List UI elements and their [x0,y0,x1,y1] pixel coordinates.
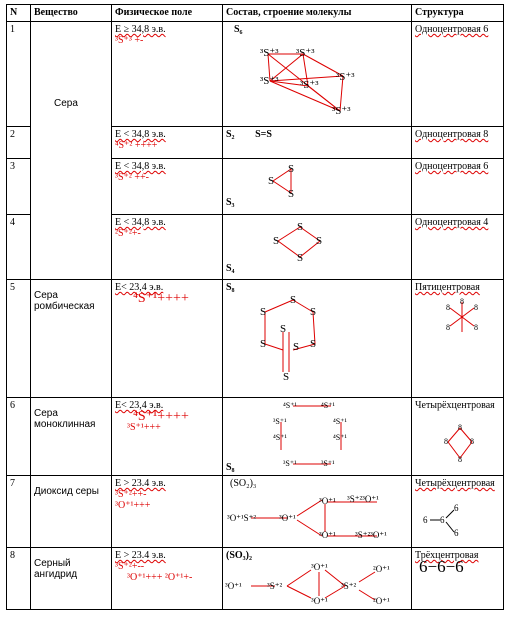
row-number: 3 [7,159,31,215]
substance-name: Серный ангидрид [34,558,78,580]
svg-text:³S⁺¹: ³S⁺¹ [273,417,287,426]
header-composition: Состав, строение молекулы [223,5,412,22]
structure-label: Одноцентровая 6 [415,161,489,172]
svg-text:³O⁺¹S⁺²: ³O⁺¹S⁺² [227,513,257,523]
svg-text:S: S [268,175,275,187]
structure-diagram [420,502,470,538]
svg-text:6: 6 [454,528,459,538]
structure-label: Четырёхцентровая [415,400,495,411]
structure-cell [412,127,504,159]
field-cell [112,159,223,215]
structure-cell [412,280,504,398]
formula: (SO₂)₃ [230,478,257,489]
svg-text:S: S [290,294,297,306]
structure-diagram [442,298,492,338]
svg-text:8: 8 [458,455,462,464]
composition-cell [223,22,412,127]
header-n: N [7,5,31,22]
structure-cell [412,22,504,127]
svg-text:³O⁺¹: ³O⁺¹ [225,581,242,591]
field-energy: E > 23.4 э.в. [115,478,166,489]
formula: S₆ [234,24,243,35]
header-row [7,5,504,22]
structure-chain: 6−6−6 [419,557,464,576]
svg-text:⁴S⁺¹: ⁴S⁺¹ [333,417,347,426]
field-config-2: ³O⁺¹+++ ²O⁺¹+- [127,572,193,583]
formula: S₂ [226,129,235,140]
svg-text:⁴S⁺¹: ⁴S⁺¹ [283,401,297,410]
structure-cell [412,159,504,215]
substance-name: Сера моноклинная [34,408,96,430]
svg-text:S: S [297,252,304,264]
field-config-2: ³O⁺¹+++ [115,500,151,511]
svg-text:8: 8 [446,323,450,332]
field-config: ³S⁺³ +- [115,35,144,46]
svg-text:S: S [283,371,290,383]
svg-text:6: 6 [454,503,459,513]
table-row [7,398,504,476]
row-number: 1 [7,22,31,127]
svg-text:³S⁺²³O⁺¹: ³S⁺²³O⁺¹ [355,530,387,540]
svg-text:³S⁺²³O⁺¹: ³S⁺²³O⁺¹ [347,494,379,504]
field-config: ³S⁺²+-- [115,561,145,572]
svg-text:S: S [280,323,287,335]
field-energy: E < 34,8 э.в. [115,217,166,228]
structure-cell [412,476,504,548]
structure-cell [412,215,504,280]
field-config: ³S⁺²++- [115,489,147,500]
field-energy: E < 34,8 э.в. [115,161,166,172]
table-row [7,476,504,548]
structure-cell [412,398,504,476]
field-cell [112,215,223,280]
formula-extra: S=S [255,129,272,140]
substance-name: Сера ромбическая [34,290,95,312]
svg-text:8: 8 [458,423,462,432]
svg-text:S: S [293,341,300,353]
composition-cell [223,548,412,610]
substance-cell [31,476,112,548]
svg-text:³O⁺¹: ³O⁺¹ [319,496,336,506]
svg-text:8: 8 [474,303,478,312]
svg-text:³S⁺³: ³S⁺³ [296,47,315,59]
substance-name: Сера [54,98,78,109]
field-energy: E< 23,4 э.в. [115,400,164,411]
structure-label: Одноцентровая 6 [415,24,489,35]
field-cell [112,280,223,398]
composition-cell [223,159,412,215]
row-number: 5 [7,280,31,398]
formula: S₄ [226,263,235,274]
substance-name: Диоксид серы [34,486,99,497]
svg-text:6: 6 [423,515,428,525]
row-number: 6 [7,398,31,476]
field-energy: E ≥ 34,8 э.в. [115,24,166,35]
substance-cell [31,22,112,280]
svg-text:³O⁺¹: ³O⁺¹ [311,596,328,606]
s8-rhombic-diagram [253,292,373,387]
svg-text:²O⁺¹: ²O⁺¹ [373,564,390,574]
composition-cell [223,398,412,476]
substance-table [6,4,504,610]
composition-cell [223,476,412,548]
table-row [7,22,504,127]
svg-text:³O⁺¹: ³O⁺¹ [319,530,336,540]
field-config-2: ³S⁺¹+++ [127,422,161,433]
field-energy: E > 23.4 э.в. [115,550,166,561]
field-cell [112,548,223,610]
composition-cell [223,280,412,398]
svg-text:³O⁺¹: ³O⁺¹ [311,562,328,572]
row-number: 2 [7,127,31,159]
structure-label: Одноцентровая 8 [415,129,489,140]
formula: (SO₃)₂ [226,550,252,561]
field-config: ⁴S⁺¹++++ [133,291,189,306]
structure-diagram [440,422,480,466]
svg-text:S: S [288,163,295,175]
composition-cell [223,127,412,159]
svg-text:S: S [297,221,304,233]
formula: S₃ [226,197,235,208]
svg-text:S: S [288,188,295,200]
svg-text:S: S [316,235,323,247]
svg-text:³S⁺³: ³S⁺³ [260,75,279,87]
structure-label: Четырёхцентровая [415,478,495,489]
svg-text:²O⁺¹: ²O⁺¹ [373,596,390,606]
svg-text:³S⁺²: ³S⁺² [267,581,283,591]
field-config: ⁴S⁺² ++++ [115,140,158,151]
svg-text:8: 8 [444,437,448,446]
field-energy: E < 34,8 э.в. [115,129,166,140]
svg-text:³S⁺³: ³S⁺³ [300,79,319,91]
svg-text:⁴S⁺¹: ⁴S⁺¹ [321,401,335,410]
structure-label: Пятицентровая [415,282,480,293]
field-config: ²S⁺²+- [115,228,141,239]
svg-text:S: S [310,338,317,350]
field-config: ⁴S⁺¹++++ [133,409,189,424]
header-structure: Структура [412,5,504,22]
svg-text:³S⁺¹: ³S⁺¹ [283,459,297,468]
svg-text:⁴S⁺¹: ⁴S⁺¹ [333,433,347,442]
svg-text:³S⁺²: ³S⁺² [341,581,357,591]
substance-cell [31,280,112,398]
s4-diagram [268,219,338,265]
field-config: ³S⁺² ++- [115,172,149,183]
svg-text:S: S [310,306,317,318]
svg-text:³O⁺¹: ³O⁺¹ [279,513,296,523]
svg-text:³S⁺³: ³S⁺³ [260,47,279,59]
field-cell [112,127,223,159]
so3-dimer-diagram [225,560,405,606]
formula: S₈ [226,462,235,473]
so2-trimer-diagram [227,490,407,546]
table-row [7,548,504,610]
svg-text:³S⁺¹: ³S⁺¹ [321,459,335,468]
s3-diagram [263,161,323,201]
structure-label: Трёхцентровая [415,550,479,561]
svg-text:³S⁺³: ³S⁺³ [336,71,355,83]
header-substance: Вещество [31,5,112,22]
s8-monoclinic-diagram [273,400,393,472]
svg-text:8: 8 [460,298,464,306]
formula: S₈ [226,282,235,293]
field-cell [112,476,223,548]
header-field: Физическое поле [112,5,223,22]
substance-cell [31,398,112,476]
svg-text:8: 8 [446,303,450,312]
field-cell [112,22,223,127]
row-number: 7 [7,476,31,548]
substance-cell [31,548,112,610]
svg-text:S: S [260,306,267,318]
svg-text:³S⁺³: ³S⁺³ [332,105,351,117]
field-cell [112,398,223,476]
svg-text:6: 6 [440,515,445,525]
field-energy: E< 23,4 э.в. [115,282,164,293]
row-number: 4 [7,215,31,280]
svg-text:⁴S⁺¹: ⁴S⁺¹ [273,433,287,442]
row-number: 8 [7,548,31,610]
svg-text:S: S [273,235,280,247]
table-row [7,280,504,398]
structure-cell [412,548,504,610]
svg-text:8: 8 [470,437,474,446]
s6-diagram [248,36,398,121]
svg-text:S: S [260,338,267,350]
structure-label: Одноцентровая 4 [415,217,489,228]
svg-text:8: 8 [474,323,478,332]
composition-cell [223,215,412,280]
